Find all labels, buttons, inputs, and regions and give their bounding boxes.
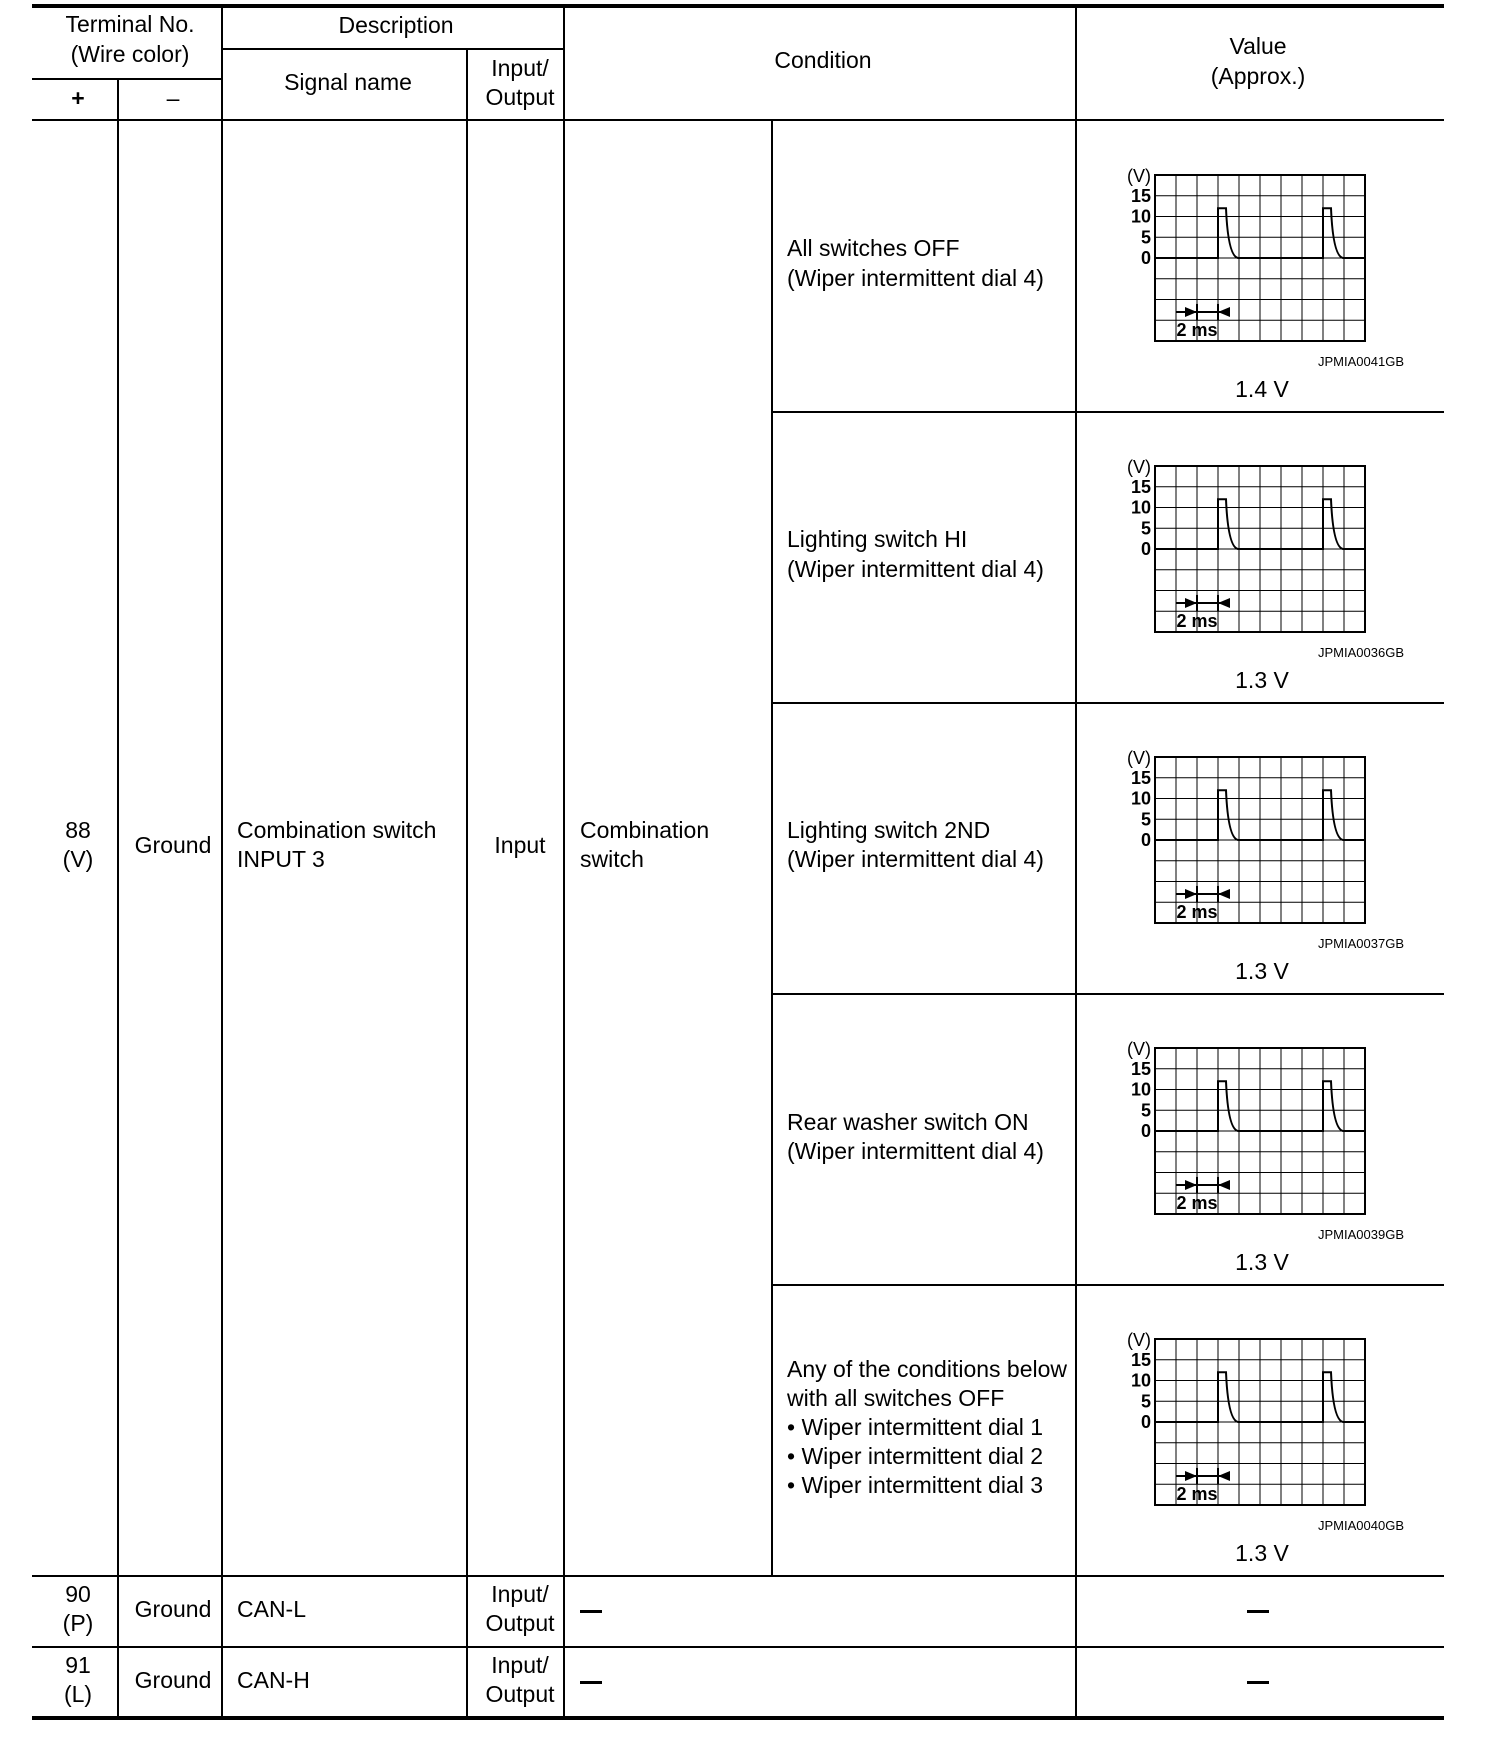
header-bottom-border [32, 119, 1444, 121]
row-88-condition-line1: Combination [580, 817, 710, 843]
sub1-condition-line1: All switches OFF [787, 235, 960, 261]
scope-y-tick-10: 10 [1130, 1370, 1151, 1391]
row-90-value-dash [1247, 1610, 1269, 1613]
measured-value-5: 1.3 V [1235, 1540, 1289, 1566]
row-91-value-dash [1247, 1681, 1269, 1684]
header-terminal-divider [32, 78, 222, 80]
scope-y-tick-10: 10 [1130, 1079, 1151, 1100]
sub4-condition-line2: (Wiper intermittent dial 4) [787, 1138, 1044, 1164]
scope-y-tick-5: 5 [1140, 1100, 1151, 1121]
row-90-io-line1: Input/ [491, 1581, 549, 1607]
table-top-border [32, 4, 1444, 8]
figure-code-5: JPMIA0040GB [1318, 1518, 1404, 1533]
row-91-ground: Ground [134, 1667, 212, 1693]
scope-time-label: 2 ms [1176, 1483, 1218, 1504]
scope-y-tick-5: 5 [1140, 227, 1151, 248]
sub4-condition-line1: Rear washer switch ON [787, 1109, 1029, 1135]
scope-unit-label: (V) [1127, 748, 1151, 768]
row-91-terminal-number: 91 [65, 1652, 91, 1678]
scope-time-marker [1176, 1468, 1230, 1484]
table-bottom-border [32, 1716, 1444, 1720]
measured-value-2: 1.3 V [1235, 667, 1289, 693]
row-90-condition-dash [580, 1610, 602, 1613]
row-88-signal-line1: Combination switch [237, 817, 437, 843]
scope-y-tick-0: 0 [1140, 248, 1151, 268]
row-88-condition-line2: switch [580, 846, 644, 872]
header-description-divider [222, 48, 564, 50]
scope-unit-label: (V) [1127, 1039, 1151, 1059]
col-divider-signal [466, 48, 468, 1718]
row-90-terminal-color: (P) [62, 1610, 94, 1636]
header-value-line1: Value [1229, 33, 1287, 59]
header-value-line2: (Approx.) [1210, 63, 1306, 89]
scope-y-tick-15: 15 [1130, 476, 1151, 497]
figure-code-3: JPMIA0037GB [1318, 936, 1404, 951]
sub1-condition-line2: (Wiper intermittent dial 4) [787, 265, 1044, 291]
header-plus: + [71, 85, 85, 111]
measured-value-4: 1.3 V [1235, 1249, 1289, 1275]
figure-code-2: JPMIA0036GB [1318, 645, 1404, 660]
scope-y-tick-0: 0 [1140, 830, 1151, 850]
header-terminal-no: Terminal No. [65, 11, 195, 37]
row-90-signal: CAN-L [237, 1596, 307, 1622]
measured-value-1: 1.4 V [1235, 376, 1289, 402]
row-90-bottom-border [32, 1646, 1444, 1648]
row-88-terminal-color: (V) [62, 846, 94, 872]
row-91-condition-dash [580, 1681, 602, 1684]
scope-y-tick-10: 10 [1130, 206, 1151, 227]
header-signal-name: Signal name [284, 69, 412, 95]
row-88-signal-line2: INPUT 3 [237, 846, 325, 872]
scope-y-tick-0: 0 [1140, 539, 1151, 559]
sub2-condition-line2: (Wiper intermittent dial 4) [787, 556, 1044, 582]
scope-y-tick-10: 10 [1130, 497, 1151, 518]
sub5-condition-bullet1: • Wiper intermittent dial 1 [787, 1414, 1044, 1440]
scope-time-label: 2 ms [1176, 610, 1218, 631]
scope-y-tick-15: 15 [1130, 1349, 1151, 1370]
scope-time-label: 2 ms [1176, 1192, 1218, 1213]
scope-y-tick-15: 15 [1130, 185, 1151, 206]
scope-time-label: 2 ms [1176, 901, 1218, 922]
row-90-io-line2: Output [485, 1610, 555, 1636]
header-condition: Condition [774, 47, 872, 73]
scope-time-marker [1176, 595, 1230, 611]
scope-unit-label: (V) [1127, 166, 1151, 186]
header-io-line1: Input/ [491, 55, 549, 81]
col-divider-io [563, 4, 565, 1718]
scope-y-tick-5: 5 [1140, 518, 1151, 539]
scope-y-tick-5: 5 [1140, 1391, 1151, 1412]
row-90-ground: Ground [134, 1596, 212, 1622]
header-io-line2: Output [485, 84, 555, 110]
sub2-condition-line1: Lighting switch HI [787, 526, 968, 552]
scope-time-marker [1176, 886, 1230, 902]
scope-time-label: 2 ms [1176, 319, 1218, 340]
sub5-condition-line1: Any of the conditions below [787, 1356, 1068, 1382]
figure-code-4: JPMIA0039GB [1318, 1227, 1404, 1242]
figure-code-1: JPMIA0041GB [1318, 354, 1404, 369]
row-88-terminal-number: 88 [65, 817, 91, 843]
scope-y-tick-0: 0 [1140, 1412, 1151, 1432]
header-wire-color: (Wire color) [70, 41, 190, 67]
header-description: Description [338, 12, 454, 38]
sub3-condition-line1: Lighting switch 2ND [787, 817, 991, 843]
sub5-condition-line2: with all switches OFF [787, 1385, 1005, 1411]
row-88-ground: Ground [134, 832, 212, 858]
row-90-terminal-number: 90 [65, 1581, 91, 1607]
scope-unit-label: (V) [1127, 457, 1151, 477]
header-minus: – [166, 85, 180, 111]
scope-y-tick-15: 15 [1130, 767, 1151, 788]
scope-y-tick-0: 0 [1140, 1121, 1151, 1141]
col-divider-value [1075, 4, 1077, 1718]
scope-y-tick-5: 5 [1140, 809, 1151, 830]
scope-time-marker [1176, 1177, 1230, 1193]
row-88-io: Input [494, 832, 546, 858]
scope-y-tick-10: 10 [1130, 788, 1151, 809]
measured-value-3: 1.3 V [1235, 958, 1289, 984]
row-91-io-line1: Input/ [491, 1652, 549, 1678]
scope-unit-label: (V) [1127, 1330, 1151, 1350]
col-divider-plus-minus [117, 78, 119, 1718]
sub3-condition-line2: (Wiper intermittent dial 4) [787, 846, 1044, 872]
col-divider-condition-sub [771, 119, 773, 1576]
row-91-signal: CAN-H [237, 1667, 310, 1693]
row-91-terminal-color: (L) [63, 1681, 93, 1707]
row-91-io-line2: Output [485, 1681, 555, 1707]
col-divider-terminal [221, 4, 223, 1718]
scope-y-tick-15: 15 [1130, 1058, 1151, 1079]
sub5-condition-bullet3: • Wiper intermittent dial 3 [787, 1472, 1044, 1498]
scope-time-marker [1176, 304, 1230, 320]
sub5-condition-bullet2: • Wiper intermittent dial 2 [787, 1443, 1044, 1469]
